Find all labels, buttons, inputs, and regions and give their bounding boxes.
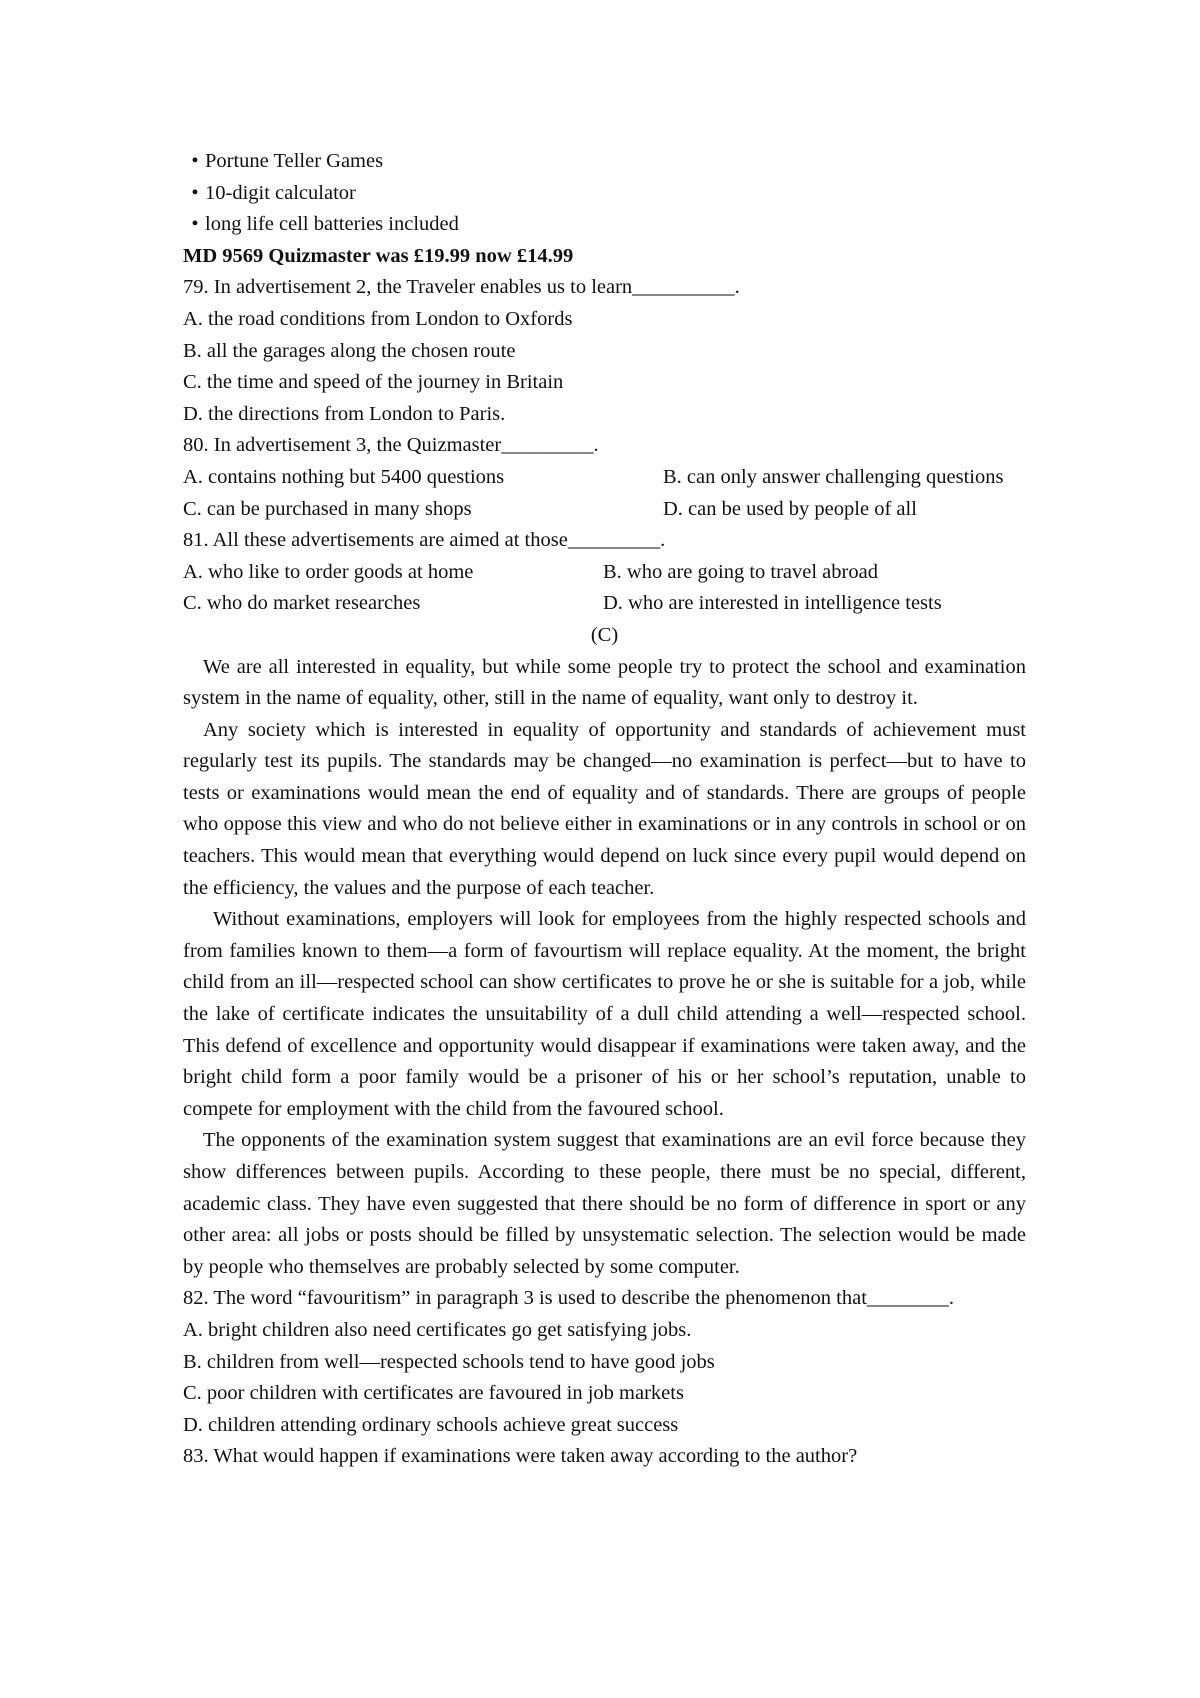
question-79-option: D. the directions from London to Paris. xyxy=(183,402,506,425)
question-82-option: D. children attending ordinary schools achieve great success xyxy=(183,1413,679,1436)
question-80-option-a: A. contains nothing but 5400 questions xyxy=(183,465,505,488)
feature-item: • Portune Teller Games xyxy=(183,146,1026,178)
question-83-stem: 83. What would happen if examinations were taken away according to the author? xyxy=(183,1445,858,1468)
question-79-option: C. the time and speed of the journey in Britain xyxy=(183,371,564,394)
section-label: (C) xyxy=(590,623,619,646)
passage-paragraph-1: We are all interested in equality, but while some people try to protect the school and examination system in the name of equality, other, still in the name of equality, want only to destroy it. xyxy=(183,655,1026,710)
question-81-options-row xyxy=(183,557,1026,589)
question-82-option: C. poor children with certificates are favoured in job markets xyxy=(183,1382,684,1405)
question-81-options-row xyxy=(183,588,1026,620)
question-82-option: A. bright children also need certificates go get satisfying jobs. xyxy=(183,1318,692,1341)
question-80-option-c: C. can be purchased in many shops xyxy=(183,497,472,520)
passage-paragraph-2: Any society which is interested in equality of opportunity and standards of achievement must regularly test its pupils. The standards may be changed—no examination is perfect—but to have to tests or examinations would mean the end of equality and of standards. There are groups of people who oppose this view and who do not believe either in examinations or in any controls in school or on teachers. This would mean that everything would depend on luck since every pupil would depend on the efficiency, the values and the purpose of each teacher. xyxy=(183,718,1026,899)
question-81-option-b: B. who are going to travel abroad xyxy=(603,560,878,583)
question-79-option: B. all the garages along the chosen route xyxy=(183,339,516,362)
question-81-option-d: D. who are interested in intelligence tests xyxy=(603,592,942,615)
feature-item: • long life cell batteries included xyxy=(183,209,1026,241)
price-line: MD 9569 Quizmaster was £19.99 now £14.99 xyxy=(183,244,574,267)
passage-paragraph-4: The opponents of the examination system suggest that examinations are an evil force because they show differences between pupils. According to these people, there must be no special, different, academic class. They have even suggested that there should be no form of difference in sport or any other area: all jobs or posts should be filled by unsystematic selection. The selection would be made by people who themselves are probably selected by some computer. xyxy=(183,1129,1026,1278)
question-81-stem: 81. All these advertisements are aimed at those_________. xyxy=(183,529,666,552)
question-80-options-row xyxy=(183,462,1026,494)
passage-paragraph-3: Without examinations, employers will look for employees from the highly respected schools and from families known to them—a form of favourtism will replace equality. At the moment, the bright child from an ill—respected school can show certificates to prove he or she is suitable for a job, while the lake of certificate indicates the unsuitability of a dull child attending a well—respected school. This defend of excellence and opportunity would disappear if examinations were taken away, and the bright child form a poor family would be a prisoner of his or her school’s reputation, unable to compete for employment with the child from the favoured school. xyxy=(183,908,1026,1120)
question-80-option-b: B. can only answer challenging questions xyxy=(663,465,1004,488)
question-79-option: A. the road conditions from London to Oxfords xyxy=(183,307,573,330)
feature-item: • 10-digit calculator xyxy=(183,178,1026,210)
question-80-options-row xyxy=(183,494,1026,526)
question-82-stem: 82. The word “favouritism” in paragraph 3 is used to describe the phenomenon that________. xyxy=(183,1287,955,1310)
question-80-stem: 80. In advertisement 3, the Quizmaster_________. xyxy=(183,434,599,457)
question-79-stem: 79. In advertisement 2, the Traveler enables us to learn__________. xyxy=(183,276,740,299)
question-80-option-d: D. can be used by people of all xyxy=(663,497,917,520)
question-81-option-c: C. who do market researches xyxy=(183,592,421,615)
document-page xyxy=(183,146,1026,1473)
question-82-option: B. children from well—respected schools tend to have good jobs xyxy=(183,1350,715,1373)
question-81-option-a: A. who like to order goods at home xyxy=(183,560,474,583)
